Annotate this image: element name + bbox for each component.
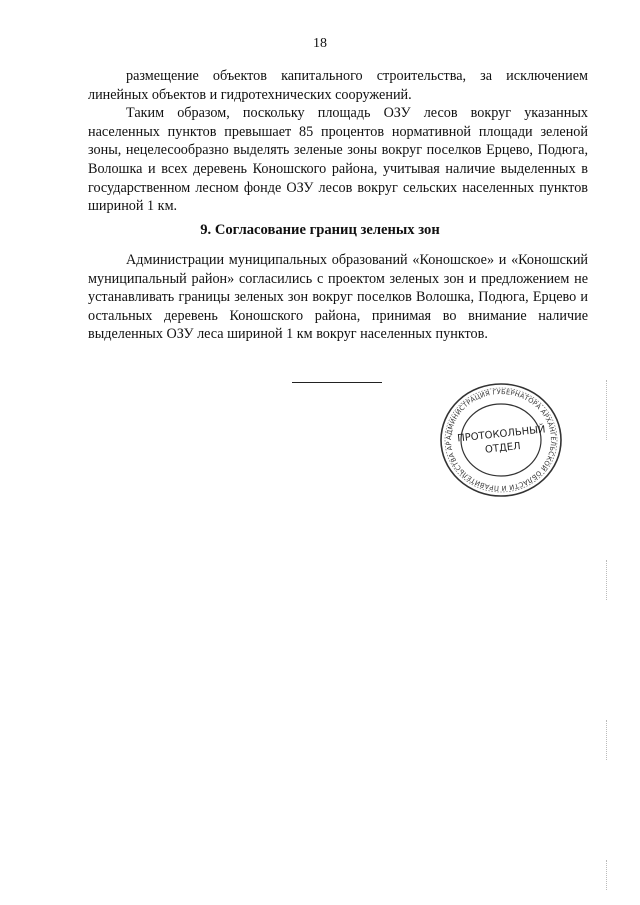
end-separator-line xyxy=(292,382,382,383)
section-heading: 9. Согласование границ зеленых зон xyxy=(200,222,440,238)
svg-text:АДМИНИСТРАЦИЯ ГУБЕРНАТОРА АРХА: АДМИНИСТРАЦИЯ ГУБЕРНАТОРА АРХАНГЕЛЬСКОЙ ОБЛАСТИ И ПРАВИТЕЛЬСТВА АР xyxy=(444,387,558,493)
section-body xyxy=(88,251,588,344)
scan-edge-mark xyxy=(606,380,608,440)
scan-edge-mark xyxy=(606,560,608,600)
scan-edge-mark xyxy=(606,720,608,760)
paragraph-conclusion: Таким образом, поскольку площадь ОЗУ лесов вокруг указанных населенных пунктов превышает 85 процентов нормативной площади зеленой зоны, нецелесообразно выделять зеленые зоны вокруг поселков Ерцево, Подюга, Волошка и всех деревень Коношского района, учитывая наличие выделенных в государственном лесном фонде ОЗУ лесов вокруг сельских населенных пунктов шириной 1 км. xyxy=(88,105,588,215)
scan-edge-mark xyxy=(606,860,608,890)
paragraph-agreement: Администрации муниципальных образований «Коношское» и «Коношский муниципальный район» согласились с проектом зеленых зон и предложением не устанавливать границы зеленых зон вокруг поселков Волошка, Подюга, Ерцево и остальных деревень Коношского района, принимая во внимание наличие выделенных ОЗУ леса шириной 1 км вокруг населенных пунктов. xyxy=(88,252,588,343)
page-number: 18 xyxy=(313,36,327,51)
svg-text:ПРОТОКОЛЬНЫЙ: ПРОТОКОЛЬНЫЙ xyxy=(456,424,547,445)
text-block-continuation xyxy=(88,67,588,216)
svg-text:ОТДЕЛ: ОТДЕЛ xyxy=(484,441,522,456)
paragraph-continuation: размещение объектов капитального строительства, за исключением линейных объектов и гидротехнических сооружений. xyxy=(88,68,588,103)
protocol-department-stamp xyxy=(436,380,566,500)
stamp-seal-graphic xyxy=(436,380,566,500)
